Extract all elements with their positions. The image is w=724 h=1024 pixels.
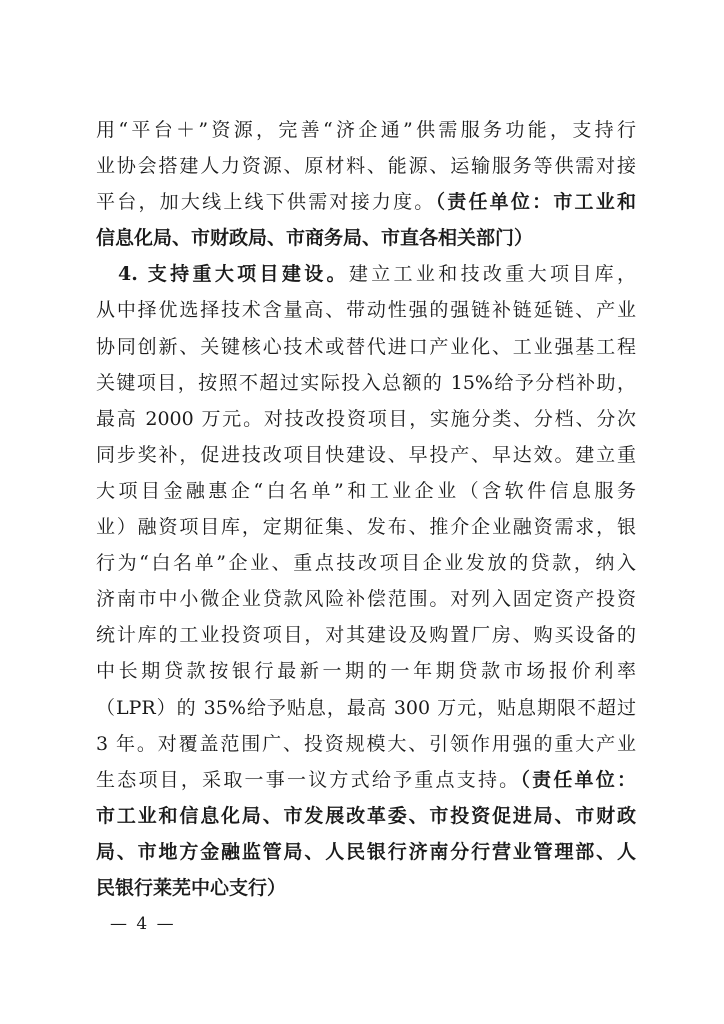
paragraph-line <box>96 403 636 435</box>
line-text: 中长期贷款按银行最新一期的一年期贷款市场报价利率 <box>96 660 636 682</box>
line-text: 从中择优选择技术含量高、带动性强的强链补链延链、产业 <box>96 299 636 321</box>
responsible-units-bold-text: 民银行莱芜中心支行） <box>96 877 287 899</box>
paragraph-line <box>96 872 636 904</box>
paragraph-line <box>96 511 636 543</box>
page-number: — 4 — <box>110 914 176 934</box>
paragraph-line <box>96 800 636 832</box>
paragraph-line <box>96 186 636 218</box>
paragraph-line <box>96 583 636 615</box>
paragraph-line <box>96 655 636 687</box>
line-text: 大项目金融惠企“白名单”和工业企业（含软件信息服务 <box>96 480 636 502</box>
line-text: 用“平台＋”资源，完善“济企通”供需服务功能，支持行 <box>96 119 636 141</box>
paragraph-line <box>96 764 636 796</box>
paragraph-line <box>96 475 636 507</box>
paragraph-line <box>96 728 636 760</box>
paragraph-line <box>96 619 636 651</box>
line-text: 统计库的工业投资项目，对其建设及购置厂房、购买设备的 <box>96 624 636 646</box>
responsible-units-bold-text: 局、市地方金融监管局、人民银行济南分行营业管理部、人 <box>96 841 636 863</box>
paragraph-line <box>96 331 636 363</box>
line-text: 平台，加大线上线下供需对接力度。 <box>96 191 436 213</box>
line-text: 济南市中小微企业贷款风险补偿范围。对列入固定资产投资 <box>96 588 636 610</box>
paragraph-line <box>96 439 636 471</box>
paragraph-line <box>96 150 636 182</box>
line-text: 3 年。对覆盖范围广、投资规模大、引领作用强的重大产业 <box>96 733 636 755</box>
paragraph-line <box>96 547 636 579</box>
responsible-units-bold-text: （责任单位： <box>520 769 636 791</box>
line-text: 协同创新、关键核心技术或替代进口产业化、工业强基工程 <box>96 336 636 358</box>
paragraph-line <box>96 367 636 399</box>
paragraph-line <box>96 836 636 868</box>
line-text: 业）融资项目库，定期征集、发布、推介企业融资需求，银 <box>96 516 636 538</box>
paragraph-line <box>96 114 636 146</box>
responsible-units-bold-text: 市工业和信息化局、市发展改革委、市投资促进局、市财政 <box>96 805 636 827</box>
line-text: 建立工业和技改重大项目库， <box>348 263 636 285</box>
responsible-units-bold-text: （责任单位：市工业和 <box>435 191 636 213</box>
paragraph-line <box>96 294 636 326</box>
section-heading-bold-text: 4. 支持重大项目建设。 <box>118 263 349 285</box>
line-text: （LPR）的 35%给予贴息，最高 300 万元，贴息期限不超过 <box>96 697 636 719</box>
line-text: 行为“白名单”企业、重点技改项目企业发放的贷款，纳入 <box>96 552 636 574</box>
line-text: 关键项目，按照不超过实际投入总额的 15%给予分档补助， <box>96 372 636 394</box>
line-text: 最高 2000 万元。对技改投资项目，实施分类、分档、分次 <box>96 408 636 430</box>
responsible-units-bold-text: 信息化局、市财政局、市商务局、市直各相关部门） <box>96 227 534 249</box>
line-text: 同步奖补，促进技改项目快建设、早投产、早达效。建立重 <box>96 444 636 466</box>
section-heading-line <box>118 258 636 290</box>
paragraph-line <box>96 222 636 254</box>
paragraph-line <box>96 692 636 724</box>
line-text: 业协会搭建人力资源、原材料、能源、运输服务等供需对接 <box>96 155 636 177</box>
line-text: 生态项目，采取一事一议方式给予重点支持。 <box>96 769 521 791</box>
